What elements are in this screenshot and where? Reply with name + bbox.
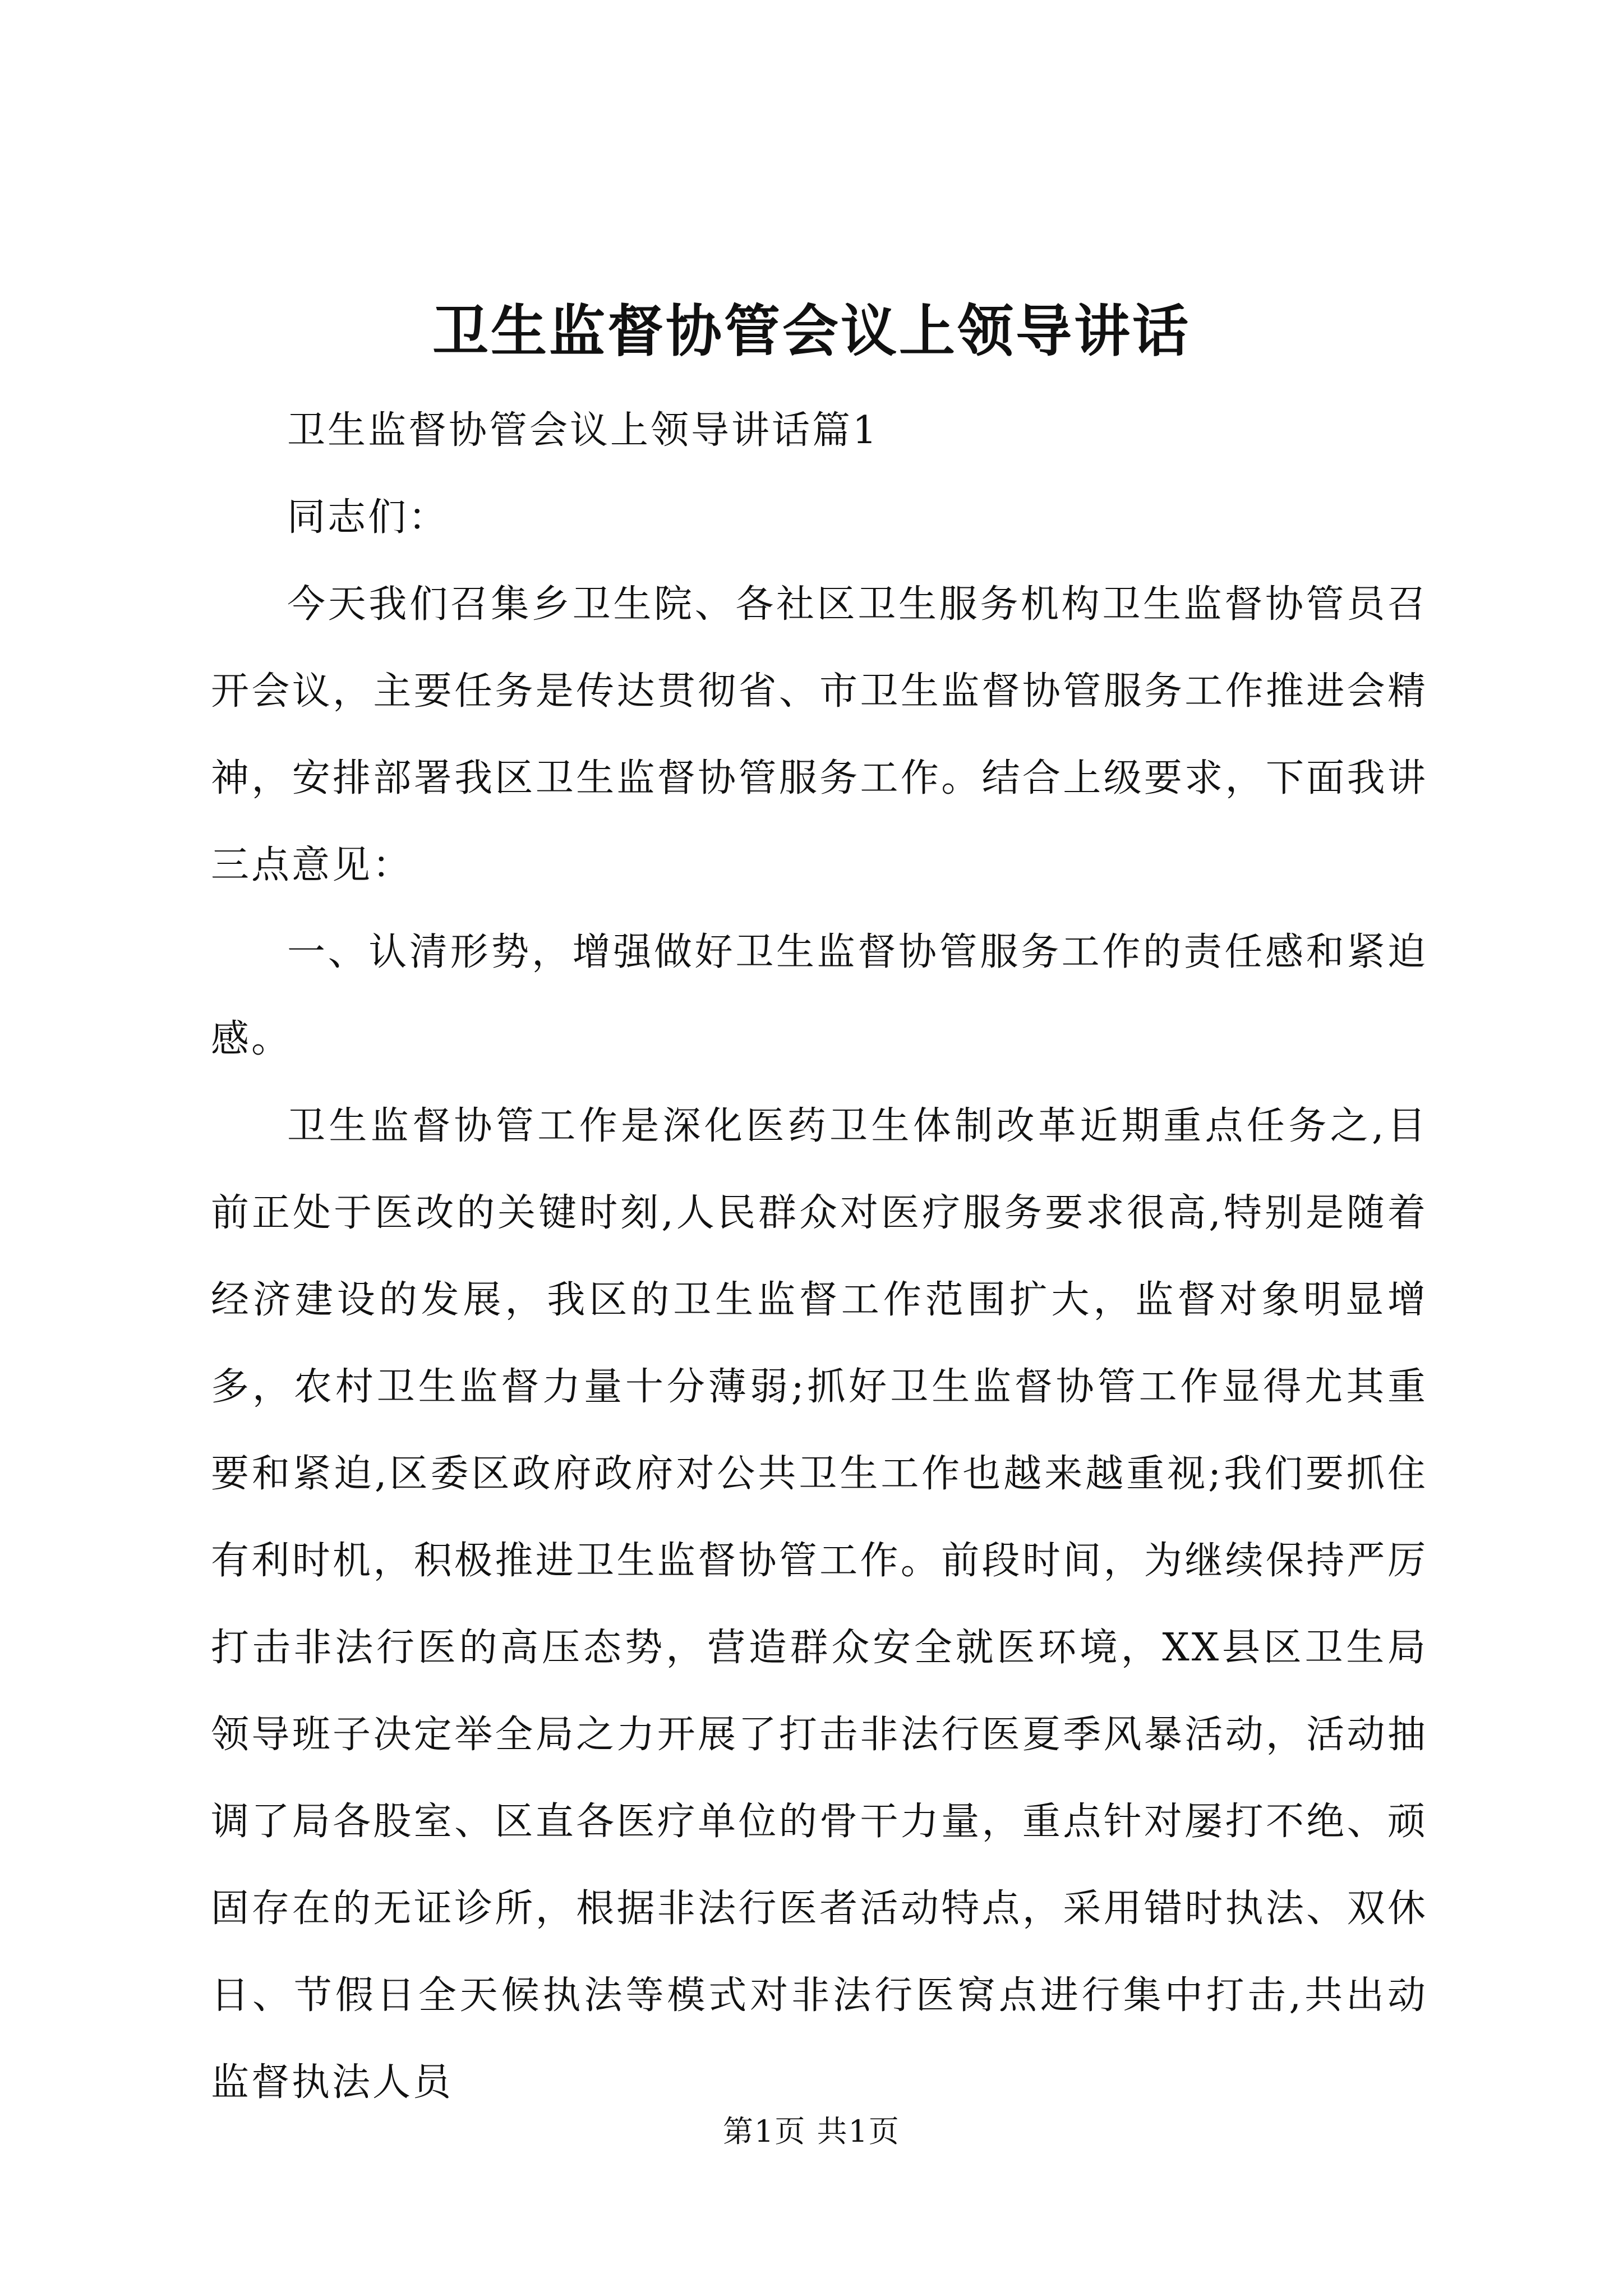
page-title: 卫生监督协管会议上领导讲话: [432, 298, 1191, 364]
page-number: 第1页 共1页: [723, 2114, 900, 2149]
paragraph-section-one-body: 卫生监督协管工作是深化医药卫生体制改革近期重点任务之,目前正处于医改的关键时刻,人民群众对医疗服务要求很高,特别是随着经济建设的发展，我区的卫生监督工作范围扩大，监督对象明显增多，农村卫生监督力量十分薄弱;抓好卫生监督协管工作显得尤其重要和紧迫,区委区政府政府对公共卫生工作也越来越重视;我们要抓住有利时机，积极推进卫生监督协管工作。前段时间，为继续保持严厉打击非法行医的高压态势，营造群众安全就医环境，XX县区卫生局领导班子决定举全局之力开展了打击非法行医夏季风暴活动，活动抽调了局各股室、区直各医疗单位的骨干力量，重点针对屡打不绝、顽固存在的无证诊所，根据非法行医者活动特点，采用错时执法、双休日、节假日全天候执法等模式对非法行医窝点进行集中打击,共出动监督执法人员: [211, 1104, 1428, 2105]
greeting: 同志们：: [287, 495, 449, 540]
document-subtitle: 卫生监督协管会议上领导讲话篇1: [287, 408, 879, 453]
document-body: [211, 387, 1428, 2126]
paragraph-intro: 今天我们召集乡卫生院、各社区卫生服务机构卫生监督协管员召开会议，主要任务是传达贯彻省、市卫生监督协管服务工作推进会精神，安排部署我区卫生监督协管服务工作。结合上级要求，下面我讲三点意见：: [211, 582, 1428, 887]
paragraph-section-one-heading: 一、认清形势，增强做好卫生监督协管服务工作的责任感和紧迫感。: [211, 930, 1428, 1061]
